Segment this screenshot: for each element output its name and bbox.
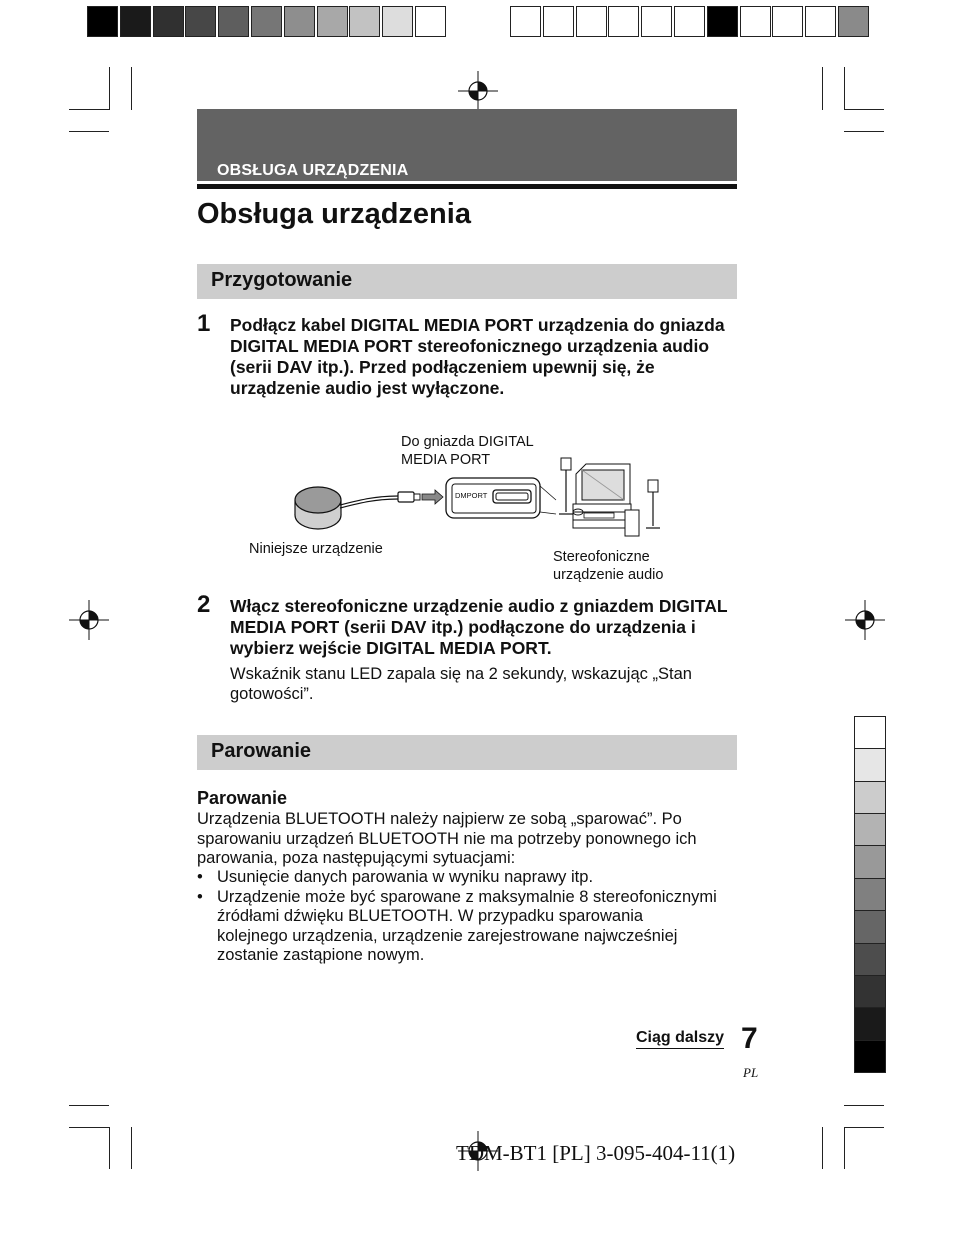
section-bar-preparation	[197, 264, 737, 299]
color-swatch	[349, 6, 380, 37]
color-swatch	[120, 6, 151, 37]
color-swatch	[855, 814, 885, 846]
page-number: 7	[741, 1022, 758, 1055]
side-color-strip	[854, 716, 886, 1073]
color-swatch	[218, 6, 249, 37]
color-swatch	[415, 6, 446, 37]
color-swatch	[284, 6, 315, 37]
color-swatch	[772, 6, 803, 37]
step-number: 2	[197, 591, 211, 618]
registration-mark-top	[458, 71, 498, 111]
color-swatch	[641, 6, 672, 37]
color-swatch	[543, 6, 574, 37]
pairing-subtitle: Parowanie	[197, 788, 288, 808]
continued-label: Ciąg dalszy	[636, 1029, 724, 1049]
color-swatch	[855, 1041, 885, 1072]
arrow-icon	[422, 490, 443, 504]
list-item: • Urządzenie może być sparowane z maksymalnie 8 stereofonicznymi źródłami dźwięku BLUETOOTH. W przypadku sparowania kolejnego urządzenia, urządzenie zarejestrowane najwcześniej zostanie zastąpione nowym.	[197, 888, 717, 966]
step-note: Wskaźnik stanu LED zapala się na 2 sekundy, wskazując „Stan gotowości”.	[230, 665, 692, 703]
color-swatch	[153, 6, 184, 37]
calibration-strip-right	[510, 6, 871, 37]
registration-mark-left	[69, 600, 109, 640]
list-item: • Usunięcie danych parowania w wyniku naprawy itp.	[197, 868, 717, 888]
color-swatch	[608, 6, 639, 37]
connection-diagram	[290, 450, 670, 550]
color-swatch	[382, 6, 413, 37]
section-bar-pairing	[197, 735, 737, 770]
color-swatch	[87, 6, 118, 37]
color-swatch	[855, 944, 885, 976]
diagram-label-audio: Stereofoniczne urządzenie audio	[553, 549, 664, 583]
color-swatch	[317, 6, 348, 37]
stereo-system-icon	[559, 458, 660, 536]
pairing-bullet-list	[197, 868, 717, 966]
dmport-socket	[446, 478, 540, 518]
color-swatch	[740, 6, 771, 37]
color-swatch	[707, 6, 738, 37]
color-swatch	[855, 911, 885, 943]
color-swatch	[855, 749, 885, 781]
device-puck	[295, 487, 341, 529]
color-swatch	[855, 717, 885, 749]
color-swatch	[805, 6, 836, 37]
model-code: TDM-BT1 [PL] 3-095-404-11(1)	[456, 1141, 736, 1165]
color-swatch	[576, 6, 607, 37]
pairing-paragraph: Urządzenia BLUETOOTH należy najpierw ze sobą „sparować”. Po sparowaniu urządzeń BLUETOOTH nie ma potrzeby ponownego ich parowania, poza następującymi sytuacjami:	[197, 810, 697, 867]
port-label: DMPORT	[455, 491, 488, 500]
header-rule	[197, 184, 737, 189]
color-swatch	[674, 6, 705, 37]
color-swatch	[838, 6, 869, 37]
registration-mark-right	[845, 600, 885, 640]
step-number: 1	[197, 310, 211, 337]
step-text: Włącz stereofoniczne urządzenie audio z gniazdem DIGITAL MEDIA PORT (serii DAV itp.) podłączone do urządzenia i wybierz wejście DIGITAL MEDIA PORT.	[230, 596, 728, 658]
page-title: Obsługa urządzenia	[197, 198, 471, 230]
color-swatch	[855, 846, 885, 878]
color-swatch	[855, 879, 885, 911]
color-swatch	[855, 782, 885, 814]
section-title: Parowanie	[211, 740, 312, 762]
diagram-label-port: Do gniazda DIGITAL MEDIA PORT	[401, 434, 534, 468]
color-swatch	[510, 6, 541, 37]
language-code: PL	[743, 1065, 759, 1080]
color-swatch	[855, 1008, 885, 1040]
diagram-label-device: Niniejsze urządzenie	[249, 541, 383, 557]
step-text: Podłącz kabel DIGITAL MEDIA PORT urządzenia do gniazda DIGITAL MEDIA PORT stereofonicznego urządzenia audio (serii DAV itp.). Przed podłączeniem upewnij się, że urządzenie audio jest wyłączone.	[230, 315, 725, 398]
section-title: Przygotowanie	[211, 269, 353, 291]
color-swatch	[251, 6, 282, 37]
color-swatch	[185, 6, 216, 37]
calibration-strip-left	[87, 6, 448, 37]
header-section-label: OBSŁUGA URZĄDZENIA	[217, 162, 409, 179]
color-swatch	[855, 976, 885, 1008]
